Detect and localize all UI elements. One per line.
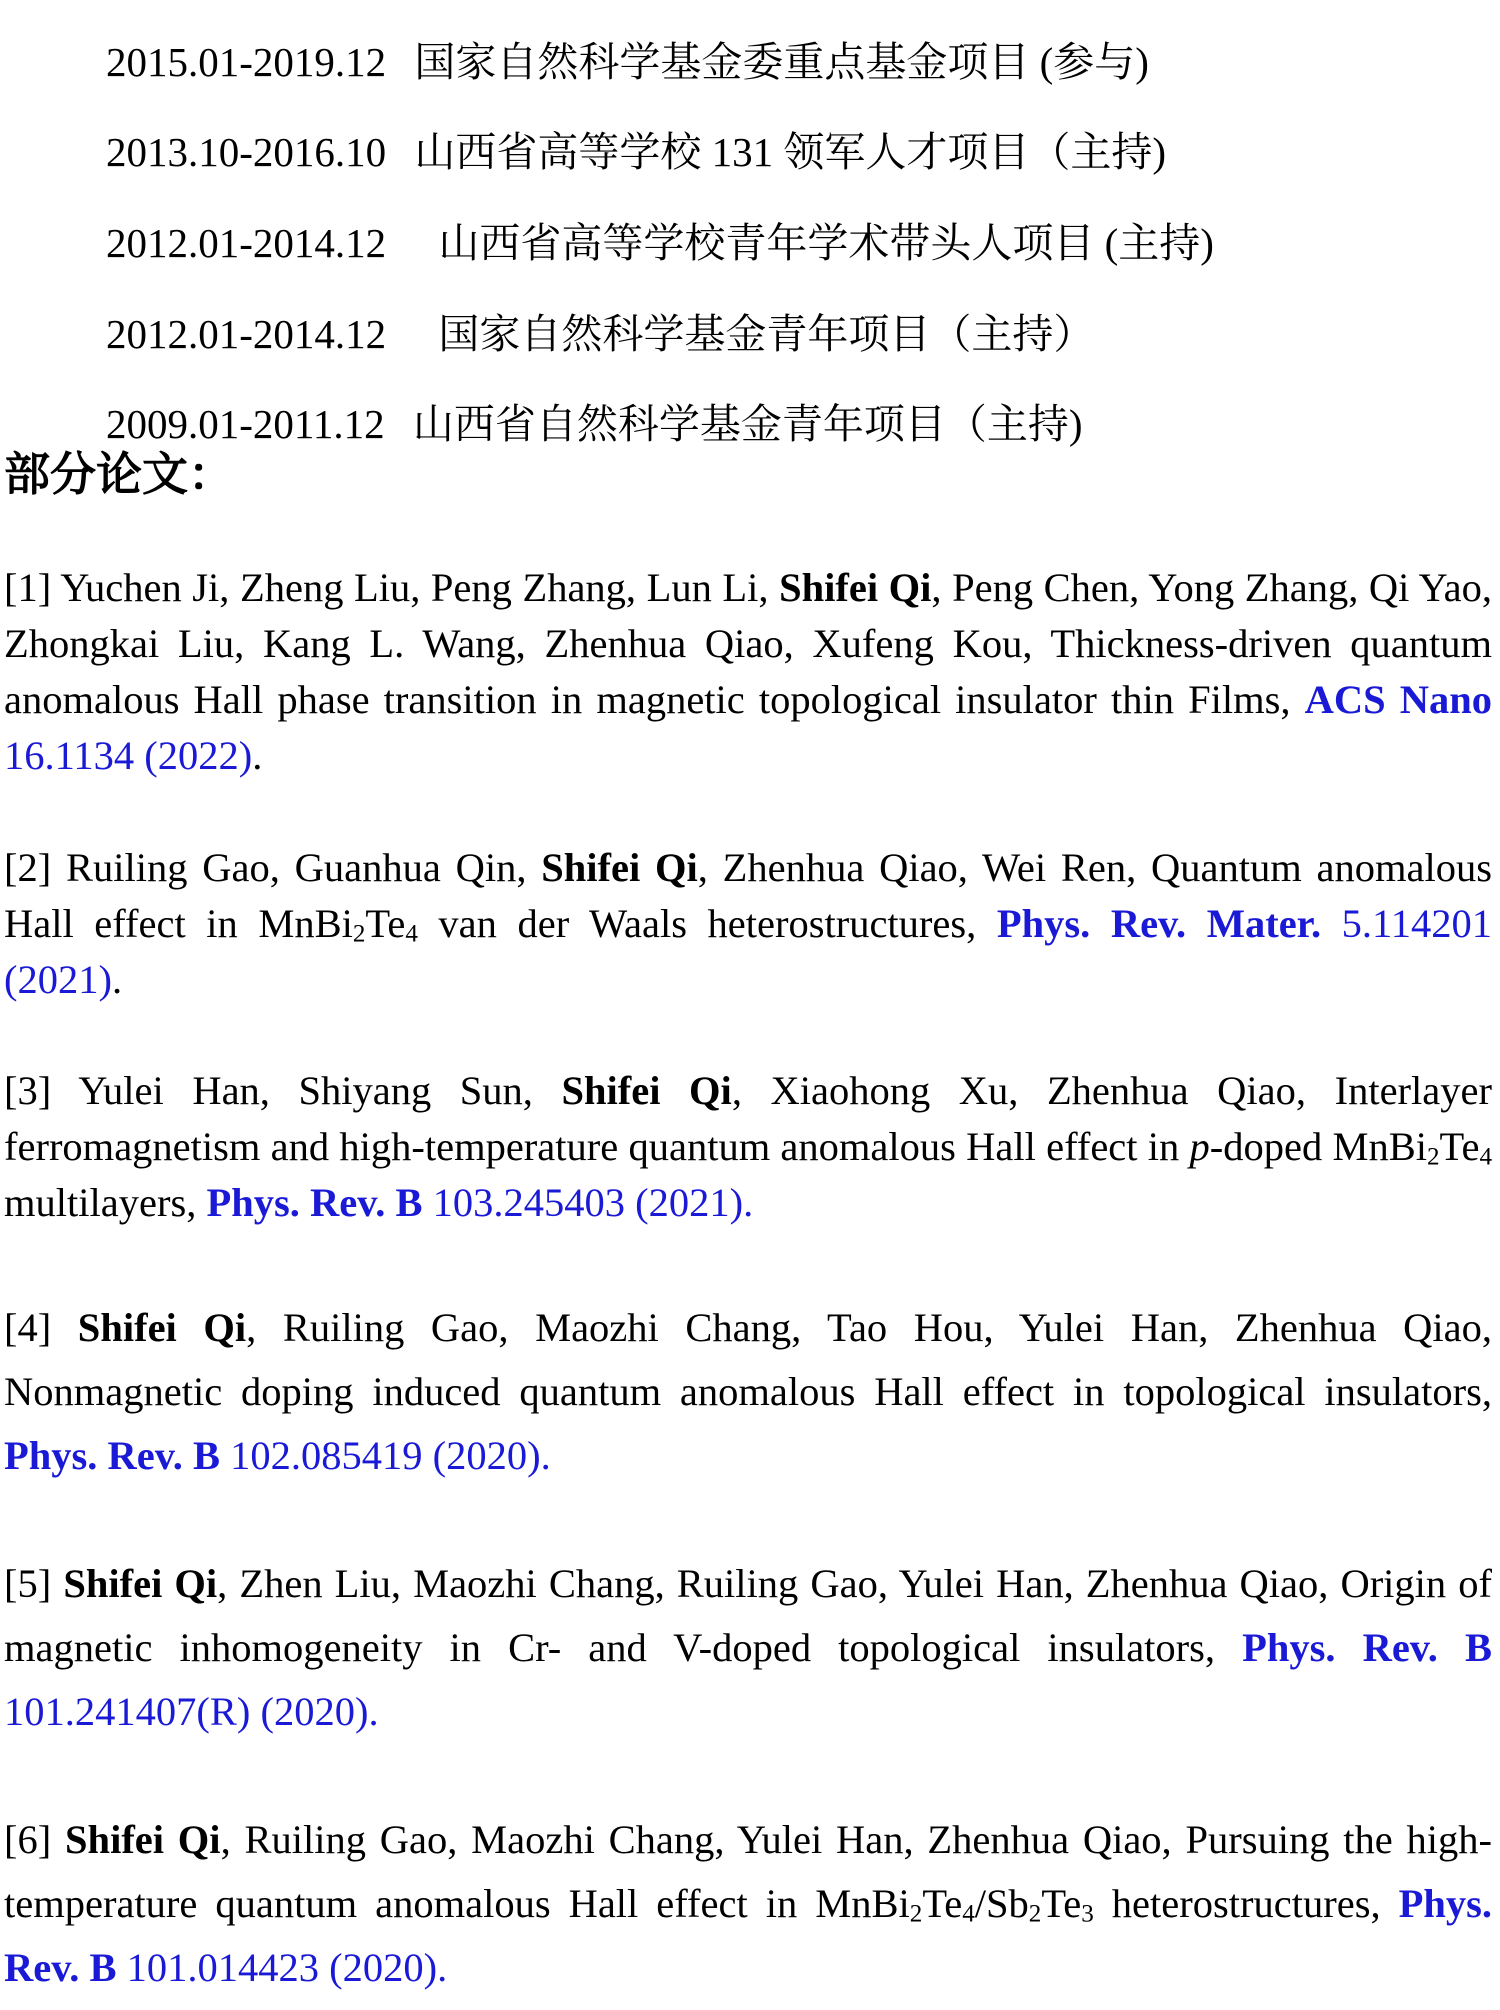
journal-name: Phys. Rev. Mater. — [996, 901, 1322, 946]
subscript: 3 — [1081, 1900, 1094, 1928]
project-item — [106, 310, 1094, 358]
project-text: 国家自然科学基金青年项目（主持） — [438, 311, 1095, 357]
journal-name: ACS Nano — [1304, 677, 1492, 722]
journal-ref: 16.1134 (2022) — [4, 733, 253, 778]
paper-entry-1 — [4, 560, 1492, 784]
subscript: 2 — [1426, 1143, 1440, 1171]
paper-entry-4 — [4, 1296, 1492, 1488]
project-item — [106, 38, 1149, 86]
paper-title: Te — [365, 901, 406, 946]
subscript: 4 — [962, 1900, 975, 1928]
bold-author: Shifei Qi — [65, 1817, 221, 1862]
section-heading: 部分论文： — [4, 449, 234, 500]
paper-entry-2 — [4, 840, 1492, 1008]
paper-number: [5] — [4, 1561, 52, 1606]
paper-authors: Yuchen Ji, Zheng Liu, Peng Zhang, Lun Li, — [51, 565, 780, 610]
project-text: 山西省高等学校 131 领军人才项目（主持) — [414, 129, 1167, 175]
journal-ref: 101.241407(R) (2020). — [4, 1689, 379, 1734]
paper-end: . — [252, 733, 263, 778]
subscript: 2 — [909, 1900, 923, 1928]
paper-authors: Ruiling Gao, Guanhua Qin, — [51, 845, 542, 890]
paper-end: . — [111, 957, 123, 1002]
bold-author: Shifei Qi — [561, 1068, 732, 1113]
subscript: 4 — [405, 920, 418, 948]
paper-number: [4] — [4, 1305, 52, 1350]
paper-title: Te — [922, 1881, 963, 1926]
journal-name: Phys. Rev. B — [4, 1433, 221, 1478]
journal-name: Phys. Rev. B — [4, 1881, 1492, 1990]
journal-ref: 103.245403 (2021). — [422, 1180, 754, 1225]
paper-authors — [51, 1817, 65, 1862]
paper-authors: Yulei Han, Shiyang Sun, — [51, 1068, 562, 1113]
paper-number: [6] — [4, 1817, 52, 1862]
subscript: 4 — [1479, 1143, 1492, 1171]
paper-authors — [51, 1561, 63, 1606]
paper-title: , Xiaohong Xu, Zhenhua Qiao, Interlayer ferromagnetism and high-temperature quantum anomalous Hall effect in — [4, 1068, 1492, 1169]
project-date: 2012.01-2014.12 — [106, 311, 387, 357]
project-date: 2013.10-2016.10 — [106, 129, 387, 175]
bold-author: Shifei Qi — [541, 845, 698, 890]
journal-link[interactable] — [206, 1180, 753, 1225]
paper-title: , Zhenhua Qiao, Wei Ren, Quantum anomalous Hall effect in MnBi — [4, 845, 1492, 946]
paper-title: , Ruiling Gao, Maozhi Chang, Tao Hou, Yulei Han, Zhenhua Qiao, Nonmagnetic doping induced quantum anomalous Hall effect in topological insulators, — [4, 1305, 1492, 1414]
paper-title: -doped MnBi — [1209, 1124, 1427, 1169]
paper-title: Te — [1439, 1124, 1480, 1169]
paper-entry-3 — [4, 1063, 1492, 1231]
project-date: 2012.01-2014.12 — [106, 220, 387, 266]
journal-ref: 101.014423 (2020). — [116, 1945, 448, 1990]
paper-title: /Sb — [974, 1881, 1029, 1926]
project-item — [106, 219, 1214, 267]
project-date: 2015.01-2019.12 — [106, 39, 387, 85]
project-item — [106, 128, 1166, 176]
project-text: 山西省自然科学基金青年项目（主持) — [412, 401, 1083, 447]
paper-title: , Peng Chen, Yong Zhang, Qi Yao, Zhongkai Liu, Kang L. Wang, Zhenhua Qiao, Xufeng Kou, Thickness-driven quantum anomalous Hall phase transition in magnetic topological insulator thin Films, — [4, 565, 1493, 722]
project-text: 山西省高等学校青年学术带头人项目 (主持) — [438, 220, 1214, 266]
journal-ref: 102.085419 (2020). — [220, 1433, 551, 1478]
journal-link[interactable] — [4, 1433, 551, 1478]
paper-number: [3] — [4, 1068, 52, 1113]
bold-author: Shifei Qi — [77, 1305, 247, 1350]
paper-title: , Ruiling Gao, Maozhi Chang, Yulei Han, Zhenhua Qiao, Pursuing the high-temperature quantum anomalous Hall effect in MnBi — [4, 1817, 1492, 1926]
paper-number: [1] — [4, 565, 52, 610]
project-text: 国家自然科学基金委重点基金项目 (参与) — [414, 39, 1149, 85]
subscript: 2 — [1028, 1900, 1042, 1928]
paper-title: heterostructures, — [1093, 1881, 1399, 1926]
bold-author: Shifei Qi — [779, 565, 932, 610]
journal-name: Phys. Rev. B — [1242, 1625, 1493, 1670]
paper-number: [2] — [4, 845, 52, 890]
paper-title: van der Waals heterostructures, — [417, 901, 997, 946]
project-date: 2009.01-2011.12 — [106, 401, 385, 447]
bold-author: Shifei Qi — [63, 1561, 218, 1606]
journal-ref: 5.114201 (2021) — [4, 901, 1493, 1002]
paper-authors — [51, 1305, 78, 1350]
project-item — [106, 400, 1083, 448]
paper-title: Te — [1041, 1881, 1082, 1926]
journal-name: Phys. Rev. B — [206, 1180, 423, 1225]
subscript: 2 — [352, 920, 366, 948]
italic-text: p — [1189, 1124, 1210, 1169]
paper-entry-5 — [4, 1552, 1492, 1744]
paper-title: , Zhen Liu, Maozhi Chang, Ruiling Gao, Yulei Han, Zhenhua Qiao, Origin of magnetic inhomogeneity in Cr- and V-doped topological insulators, — [4, 1561, 1492, 1670]
paper-entry-6 — [4, 1808, 1492, 2000]
paper-title: multilayers, — [4, 1180, 207, 1225]
